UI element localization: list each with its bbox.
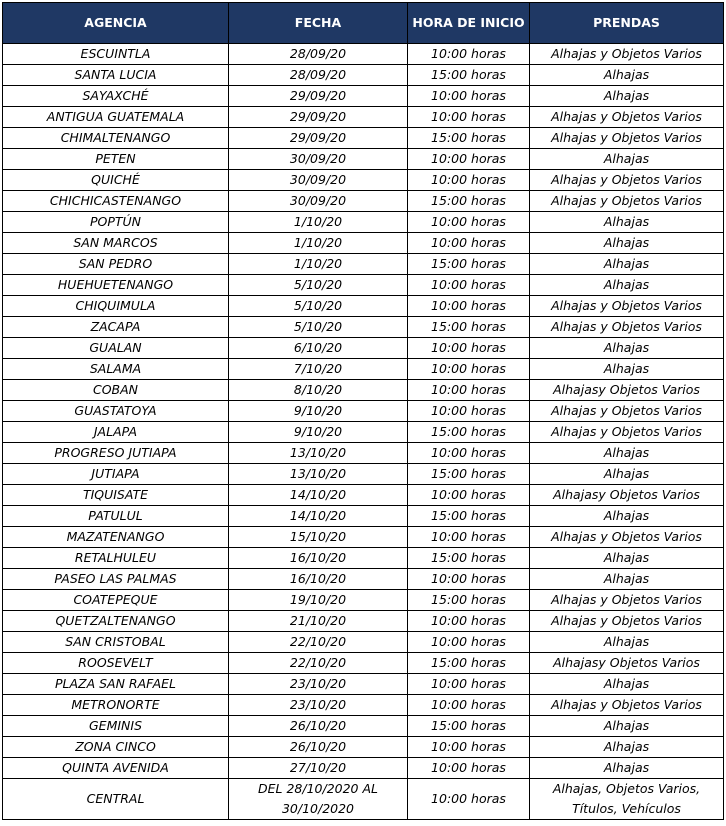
cell-prendas: Alhajas (530, 569, 724, 590)
cell-hora: 10:00 horas (408, 485, 530, 506)
cell-fecha: 7/10/20 (229, 359, 408, 380)
cell-prendas: Alhajas y Objetos Varios (530, 44, 724, 65)
cell-agencia: TIQUISATE (3, 485, 229, 506)
cell-hora: 10:00 horas (408, 233, 530, 254)
cell-agencia: JUTIAPA (3, 464, 229, 485)
table-row (3, 191, 724, 212)
cell-hora: 10:00 horas (408, 632, 530, 653)
cell-fecha: 1/10/20 (229, 212, 408, 233)
cell-prendas: Alhajas (530, 212, 724, 233)
table-row-central (3, 779, 724, 820)
cell-hora: 10:00 horas (408, 401, 530, 422)
cell-fecha: 23/10/20 (229, 674, 408, 695)
cell-prendas: Alhajas (530, 65, 724, 86)
cell-hora: 10:00 horas (408, 86, 530, 107)
table-row (3, 506, 724, 527)
cell-hora: 15:00 horas (408, 128, 530, 149)
cell-prendas: Alhajasy Objetos Varios (530, 485, 724, 506)
cell-hora: 15:00 horas (408, 464, 530, 485)
cell-agencia: RETALHULEU (3, 548, 229, 569)
cell-fecha: 5/10/20 (229, 296, 408, 317)
cell-prendas: Alhajas y Objetos Varios (530, 317, 724, 338)
table-row (3, 674, 724, 695)
cell-hora: 10:00 horas (408, 758, 530, 779)
cell-prendas: Alhajas (530, 443, 724, 464)
cell-hora: 10:00 horas (408, 380, 530, 401)
table-row (3, 212, 724, 233)
table-row (3, 611, 724, 632)
cell-prendas: Alhajas (530, 758, 724, 779)
cell-prendas: Alhajas y Objetos Varios (530, 590, 724, 611)
table-row (3, 296, 724, 317)
cell-hora: 10:00 horas (408, 107, 530, 128)
cell-fecha: 23/10/20 (229, 695, 408, 716)
cell-fecha: 29/09/20 (229, 128, 408, 149)
table-row (3, 275, 724, 296)
cell-agencia: HUEHUETENANGO (3, 275, 229, 296)
cell-prendas: Alhajas (530, 149, 724, 170)
cell-fecha: 1/10/20 (229, 233, 408, 254)
cell-agencia: SAN PEDRO (3, 254, 229, 275)
cell-agencia: CHIMALTENANGO (3, 128, 229, 149)
cell-hora: 10:00 horas (408, 275, 530, 296)
cell-prendas: Alhajas (530, 338, 724, 359)
cell-hora: 10:00 horas (408, 338, 530, 359)
cell-prendas: Alhajas (530, 548, 724, 569)
table-row (3, 128, 724, 149)
table-row (3, 548, 724, 569)
cell-fecha: 14/10/20 (229, 485, 408, 506)
cell-agencia: PLAZA SAN RAFAEL (3, 674, 229, 695)
cell-agencia: ESCUINTLA (3, 44, 229, 65)
schedule-table-container (2, 2, 724, 820)
cell-agencia: ZONA CINCO (3, 737, 229, 758)
table-row (3, 317, 724, 338)
header-fecha: FECHA (229, 3, 408, 44)
table-row (3, 401, 724, 422)
cell-fecha: 29/09/20 (229, 86, 408, 107)
cell-hora: 10:00 horas (408, 170, 530, 191)
cell-agencia: SANTA LUCIA (3, 65, 229, 86)
cell-fecha: 30/09/20 (229, 149, 408, 170)
cell-fecha: 30/09/20 (229, 170, 408, 191)
cell-hora: 10:00 horas (408, 527, 530, 548)
table-row (3, 422, 724, 443)
cell-prendas: Alhajas y Objetos Varios (530, 695, 724, 716)
cell-prendas: Alhajas (530, 275, 724, 296)
cell-fecha: 26/10/20 (229, 737, 408, 758)
cell-agencia: JALAPA (3, 422, 229, 443)
cell-hora: 10:00 horas (408, 212, 530, 233)
header-agencia: AGENCIA (3, 3, 229, 44)
cell-fecha: 1/10/20 (229, 254, 408, 275)
cell-agencia: METRONORTE (3, 695, 229, 716)
cell-prendas: Alhajas y Objetos Varios (530, 296, 724, 317)
table-row (3, 569, 724, 590)
cell-prendas: Alhajas (530, 674, 724, 695)
cell-fecha: 22/10/20 (229, 632, 408, 653)
table-row (3, 695, 724, 716)
cell-hora: 10:00 horas (408, 44, 530, 65)
cell-agencia: GEMINIS (3, 716, 229, 737)
cell-prendas: Alhajas y Objetos Varios (530, 401, 724, 422)
cell-hora: 15:00 horas (408, 548, 530, 569)
cell-prendas: Alhajasy Objetos Varios (530, 380, 724, 401)
cell-fecha: 28/09/20 (229, 44, 408, 65)
cell-fecha: 8/10/20 (229, 380, 408, 401)
cell-fecha: 16/10/20 (229, 569, 408, 590)
cell-prendas: Alhajas (530, 716, 724, 737)
table-row (3, 380, 724, 401)
cell-agencia: ANTIGUA GUATEMALA (3, 107, 229, 128)
cell-prendas: Alhajas (530, 632, 724, 653)
cell-agencia: COATEPEQUE (3, 590, 229, 611)
cell-fecha: 16/10/20 (229, 548, 408, 569)
cell-hora: 10:00 horas (408, 695, 530, 716)
table-body (3, 44, 724, 820)
cell-agencia: CENTRAL (3, 779, 229, 820)
header-hora-de-inicio: HORA DE INICIO (408, 3, 530, 44)
cell-agencia: SAN MARCOS (3, 233, 229, 254)
cell-prendas: Alhajas (530, 233, 724, 254)
cell-hora: 10:00 horas (408, 779, 530, 820)
cell-hora: 10:00 horas (408, 296, 530, 317)
cell-fecha: 5/10/20 (229, 317, 408, 338)
cell-fecha: 30/09/20 (229, 191, 408, 212)
header-row (3, 3, 724, 44)
cell-agencia: CHIQUIMULA (3, 296, 229, 317)
cell-hora: 10:00 horas (408, 674, 530, 695)
cell-fecha: 19/10/20 (229, 590, 408, 611)
cell-hora: 15:00 horas (408, 590, 530, 611)
table-row (3, 359, 724, 380)
cell-agencia: QUICHÉ (3, 170, 229, 191)
cell-prendas: Alhajas (530, 737, 724, 758)
cell-fecha: 15/10/20 (229, 527, 408, 548)
cell-fecha: 22/10/20 (229, 653, 408, 674)
cell-agencia: CHICHICASTENANGO (3, 191, 229, 212)
cell-prendas: Alhajasy Objetos Varios (530, 653, 724, 674)
cell-hora: 15:00 horas (408, 653, 530, 674)
cell-fecha: 28/09/20 (229, 65, 408, 86)
table-row (3, 107, 724, 128)
cell-agencia: COBAN (3, 380, 229, 401)
table-row (3, 737, 724, 758)
cell-prendas: Alhajas (530, 86, 724, 107)
cell-prendas: Alhajas y Objetos Varios (530, 107, 724, 128)
cell-fecha: 13/10/20 (229, 464, 408, 485)
cell-fecha: 6/10/20 (229, 338, 408, 359)
cell-prendas: Alhajas y Objetos Varios (530, 128, 724, 149)
cell-hora: 10:00 horas (408, 611, 530, 632)
cell-fecha: 9/10/20 (229, 422, 408, 443)
cell-prendas: Alhajas (530, 506, 724, 527)
cell-fecha: 27/10/20 (229, 758, 408, 779)
table-row (3, 464, 724, 485)
table-row (3, 170, 724, 191)
cell-agencia: MAZATENANGO (3, 527, 229, 548)
cell-agencia: QUETZALTENANGO (3, 611, 229, 632)
cell-hora: 10:00 horas (408, 443, 530, 464)
cell-agencia: ZACAPA (3, 317, 229, 338)
cell-fecha: 9/10/20 (229, 401, 408, 422)
cell-prendas: Alhajas (530, 464, 724, 485)
cell-hora: 15:00 horas (408, 506, 530, 527)
cell-agencia: PATULUL (3, 506, 229, 527)
cell-hora: 10:00 horas (408, 359, 530, 380)
table-row (3, 65, 724, 86)
cell-agencia: GUASTATOYA (3, 401, 229, 422)
table-row (3, 44, 724, 65)
table-row (3, 716, 724, 737)
cell-agencia: PETEN (3, 149, 229, 170)
cell-agencia: GUALAN (3, 338, 229, 359)
table-row (3, 590, 724, 611)
cell-fecha: 14/10/20 (229, 506, 408, 527)
cell-prendas: Alhajas y Objetos Varios (530, 170, 724, 191)
table-row (3, 233, 724, 254)
cell-agencia: POPTÚN (3, 212, 229, 233)
table-row (3, 527, 724, 548)
table-row (3, 653, 724, 674)
cell-hora: 15:00 horas (408, 422, 530, 443)
cell-agencia: QUINTA AVENIDA (3, 758, 229, 779)
table-row (3, 254, 724, 275)
cell-prendas: Alhajas (530, 359, 724, 380)
table-row (3, 86, 724, 107)
cell-hora: 10:00 horas (408, 149, 530, 170)
cell-hora: 15:00 horas (408, 317, 530, 338)
cell-agencia: ROOSEVELT (3, 653, 229, 674)
cell-agencia: PROGRESO JUTIAPA (3, 443, 229, 464)
schedule-table (2, 2, 724, 820)
table-row (3, 758, 724, 779)
cell-prendas: Alhajas, Objetos Varios, Títulos, Vehículos (530, 779, 724, 820)
cell-hora: 15:00 horas (408, 716, 530, 737)
cell-agencia: SAYAXCHÉ (3, 86, 229, 107)
cell-prendas: Alhajas y Objetos Varios (530, 611, 724, 632)
cell-prendas: Alhajas y Objetos Varios (530, 527, 724, 548)
cell-hora: 15:00 horas (408, 254, 530, 275)
cell-prendas: Alhajas y Objetos Varios (530, 422, 724, 443)
cell-hora: 15:00 horas (408, 65, 530, 86)
cell-fecha: 21/10/20 (229, 611, 408, 632)
table-row (3, 443, 724, 464)
cell-agencia: PASEO LAS PALMAS (3, 569, 229, 590)
cell-fecha: 26/10/20 (229, 716, 408, 737)
table-row (3, 338, 724, 359)
table-header (3, 3, 724, 44)
cell-fecha: 5/10/20 (229, 275, 408, 296)
cell-fecha: 13/10/20 (229, 443, 408, 464)
header-prendas: PRENDAS (530, 3, 724, 44)
table-row (3, 632, 724, 653)
table-row (3, 485, 724, 506)
cell-hora: 15:00 horas (408, 191, 530, 212)
cell-fecha: 29/09/20 (229, 107, 408, 128)
cell-prendas: Alhajas y Objetos Varios (530, 191, 724, 212)
cell-prendas: Alhajas (530, 254, 724, 275)
cell-hora: 10:00 horas (408, 569, 530, 590)
cell-agencia: SALAMA (3, 359, 229, 380)
table-row (3, 149, 724, 170)
cell-hora: 10:00 horas (408, 737, 530, 758)
cell-fecha: DEL 28/10/2020 AL 30/10/2020 (229, 779, 408, 820)
cell-agencia: SAN CRISTOBAL (3, 632, 229, 653)
